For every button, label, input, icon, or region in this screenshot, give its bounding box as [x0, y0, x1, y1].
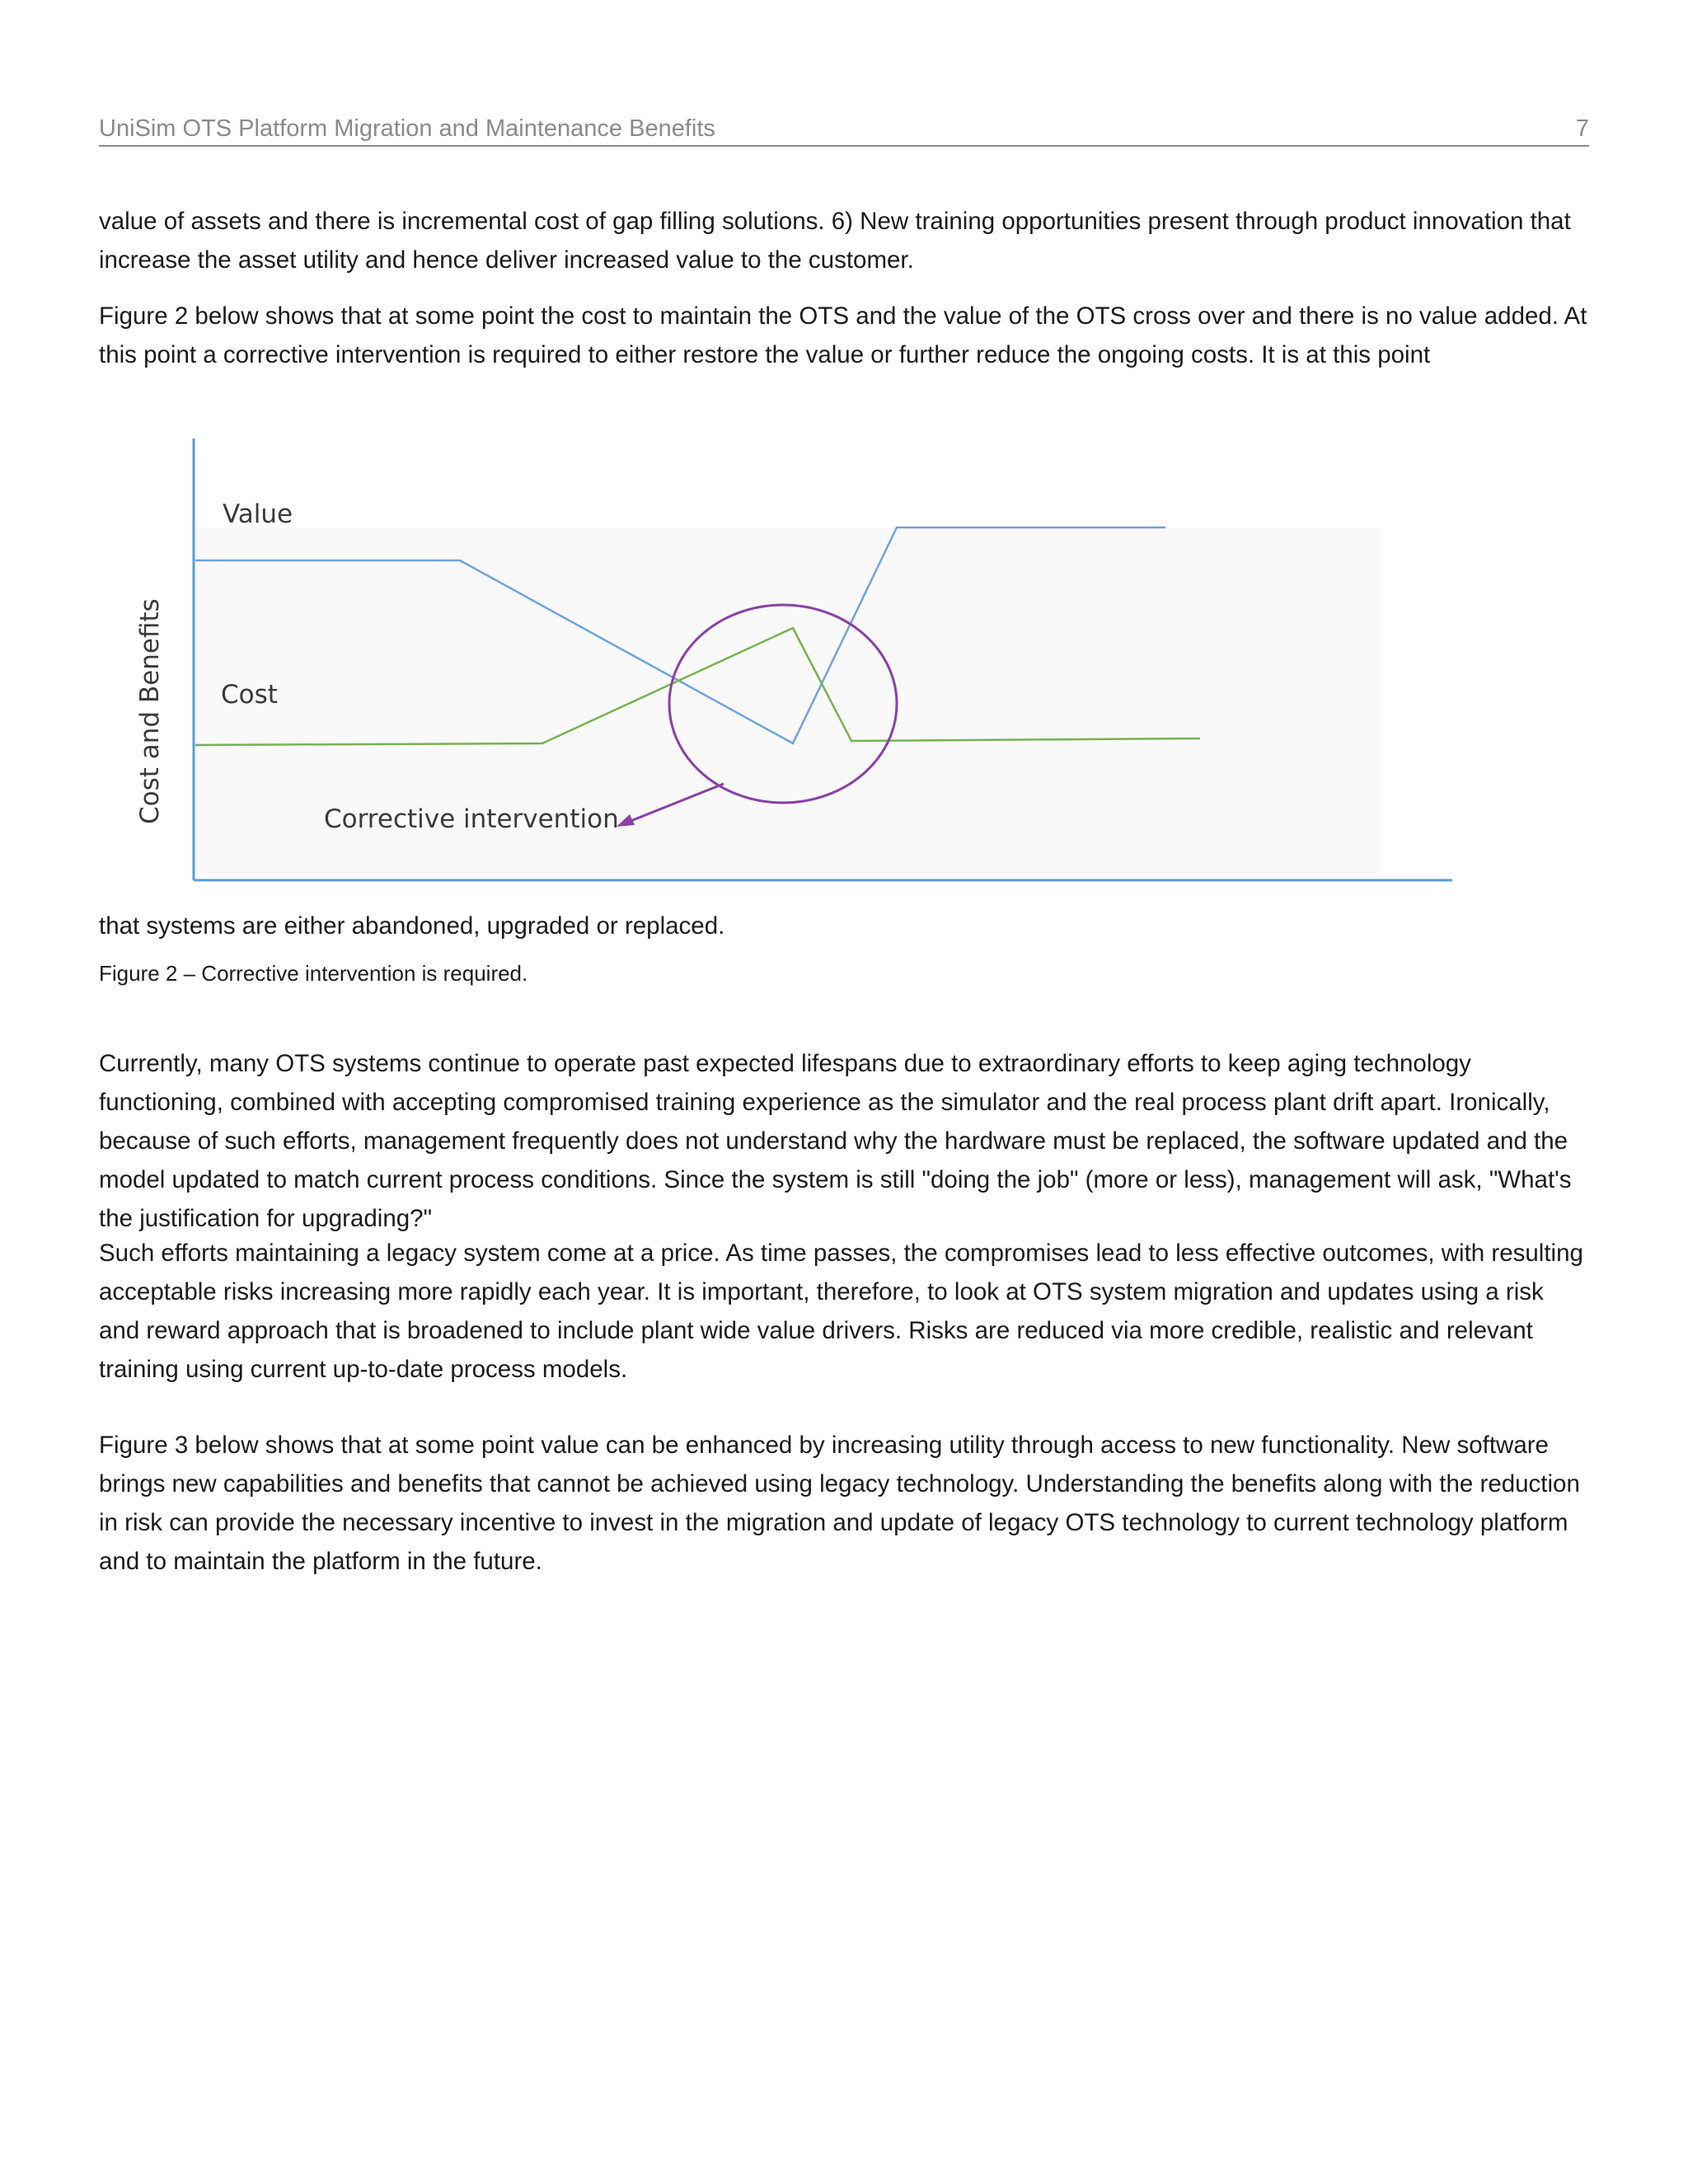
paragraph-6: Figure 3 below shows that at some point value can be enhanced by increasing utility through access to new functionality. New software brings new capabilities and benefits that cannot be achieved using legacy technology. Understanding the benefits along with the reduction in risk can provide the necessary incentive to invest in the migration and update of legacy OTS technology to current technology platform and to maintain the platform in the future.	[99, 1432, 1580, 1575]
page-header	[99, 115, 1589, 147]
figure-2	[115, 420, 1467, 890]
paragraph-5: Such efforts maintaining a legacy system come at a price. As time passes, the compromises lead to less effective outcomes, with resulting acceptable risks increasing more rapidly each year. It is important, therefore, to look at OTS system migration and updates using a risk and reward approach that is broadened to include plant wide value drivers. Risks are reduced via more credible, realistic and relevant training using current up-to-date process models.	[99, 1240, 1583, 1383]
cost-label: Cost	[221, 680, 278, 710]
paragraph-2: Figure 2 below shows that at some point the cost to maintain the OTS and the value of the OTS cross over and there is no value added. At this point a corrective intervention is required to either restore the value or further reduce the ongoing costs. It is at this point	[99, 302, 1587, 368]
paragraph-1: value of assets and there is incremental cost of gap filling solutions. 6) New training opportunities present through product innovation that increase the asset utility and hence deliver increased value to the customer.	[99, 208, 1571, 274]
value-label: Value	[223, 499, 293, 529]
cost-value-diagram	[115, 420, 1467, 890]
y-axis-label: Cost and Benefits	[135, 598, 165, 824]
figure-caption: Figure 2 – Corrective intervention is required.	[99, 961, 528, 986]
paragraph-3: that systems are either abandoned, upgraded or replaced.	[99, 912, 725, 940]
page-number: 7	[1575, 115, 1589, 142]
paragraph-4: Currently, many OTS systems continue to operate past expected lifespans due to extraordinary efforts to keep aging technology functioning, combined with accepting compromised training experience as the simulator and the real process plant drift apart. Ironically, because of such efforts, management frequently does not understand why the hardware must be replaced, the software updated and the model updated to match current process conditions. Since the system is still "doing the job" (more or less), management will ask, "What's the justification for upgrading?"	[99, 1050, 1572, 1232]
header-title: UniSim OTS Platform Migration and Maintenance Benefits	[99, 115, 715, 142]
annotation-label: Corrective intervention	[324, 804, 619, 834]
